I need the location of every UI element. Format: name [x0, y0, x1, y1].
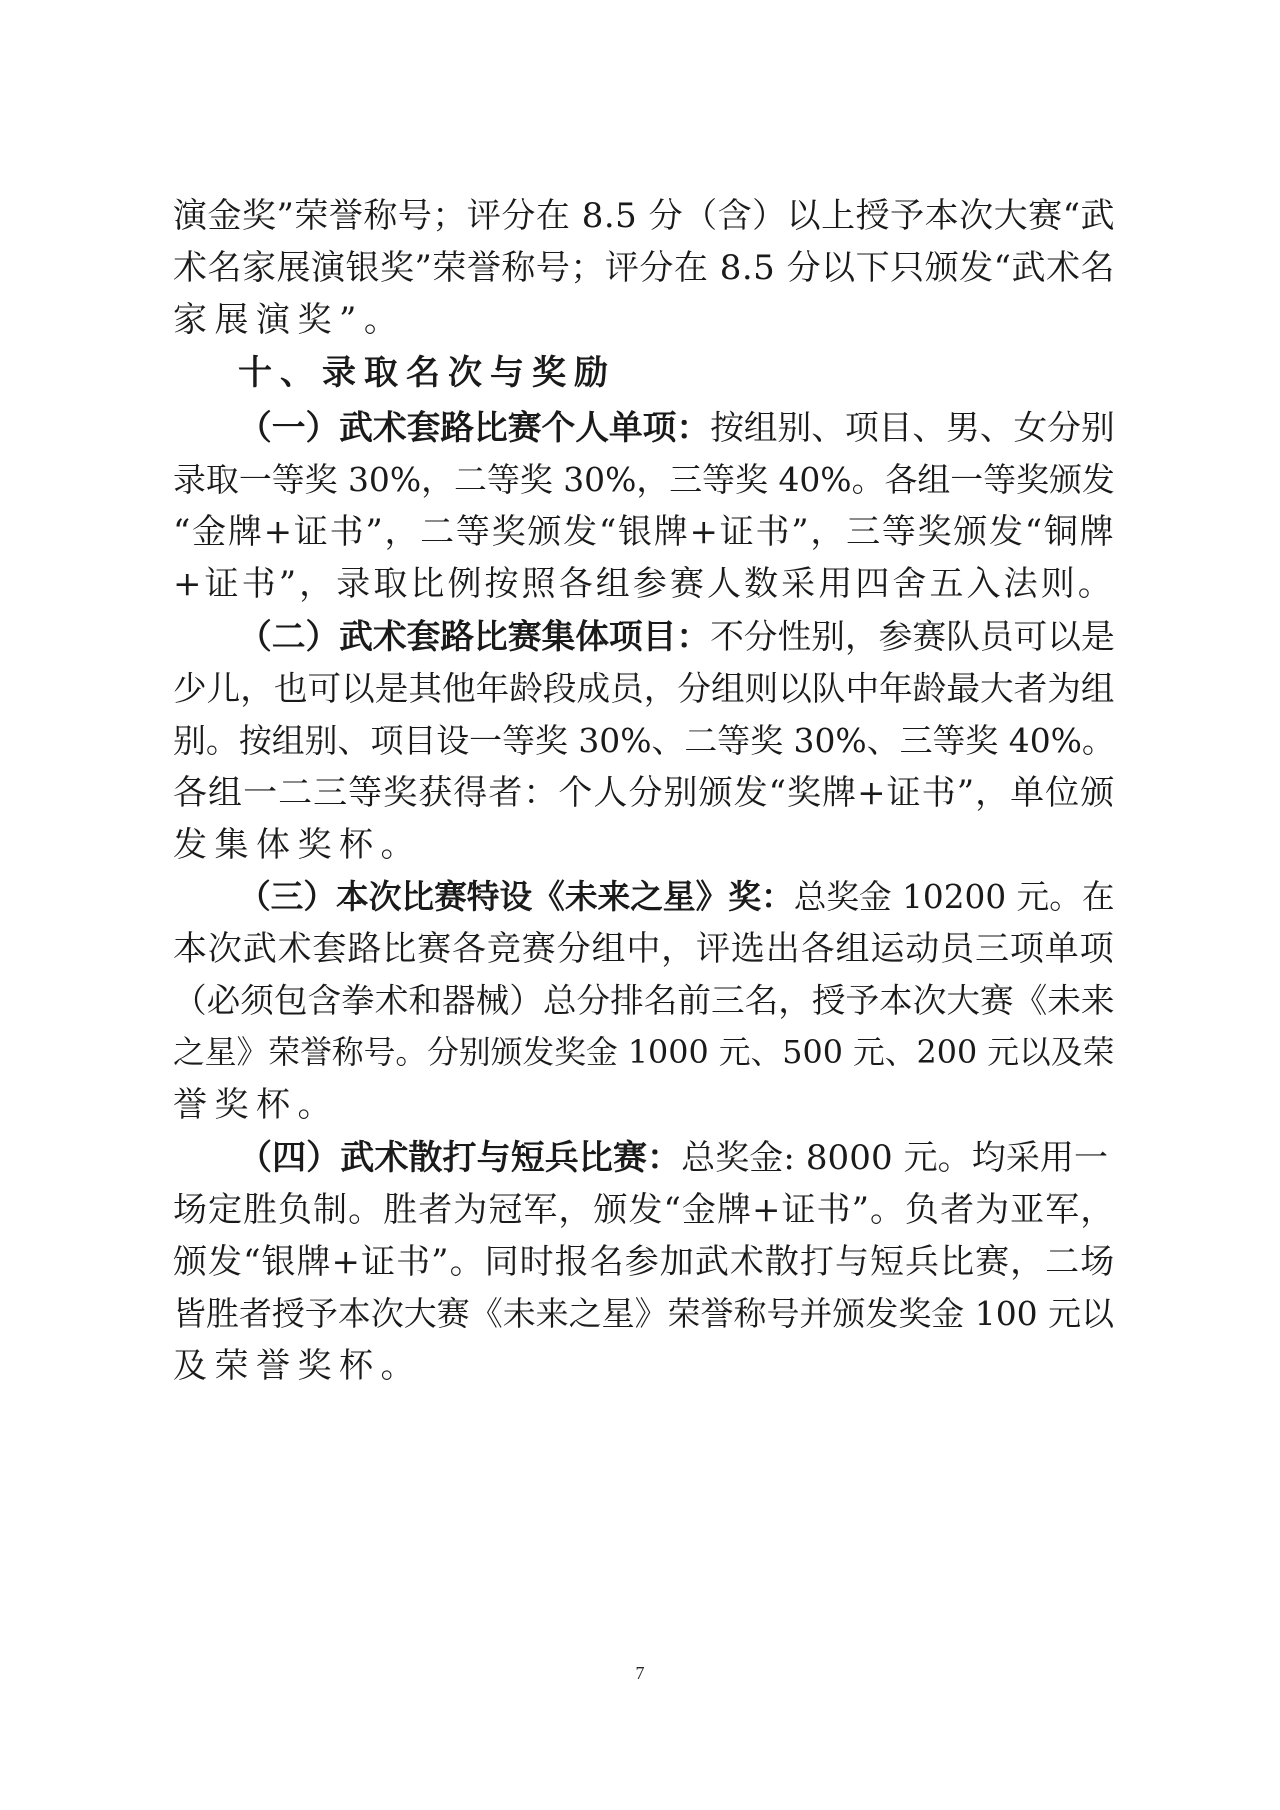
item-title: （一）武术套路比赛个人单项： [238, 408, 711, 447]
item-title: （四）武术散打与短兵比赛： [238, 1138, 682, 1178]
item-title: （三）本次比赛特设《未来之星》奖： [238, 878, 794, 916]
paragraph-line [238, 1138, 1108, 1178]
paragraph-line: +证书”，录取比例按照各组参赛人数采用四舍五入法则。 [173, 564, 1115, 604]
paragraph-line: 各组一二三等奖获得者：个人分别颁发“奖牌+证书”，单位颁 [173, 773, 1116, 813]
item-text: 总奖金: 8000 元。均采用一 [681, 1138, 1109, 1178]
paragraph-line: 发集体奖杯。 [173, 825, 422, 865]
paragraph-line: 及荣誉奖杯。 [173, 1346, 422, 1386]
paragraph-line [238, 617, 1115, 657]
paragraph-line [238, 877, 1115, 917]
item-text: 总奖金 10200 元。在 [793, 878, 1115, 916]
item-title: （二）武术套路比赛集体项目： [238, 617, 711, 656]
paragraph-line: 家展演奖”。 [173, 300, 406, 340]
paragraph-line: 之星》荣誉称号。分别颁发奖金 1000 元、500 元、200 元以及荣 [173, 1035, 1115, 1071]
paragraph-line [238, 408, 1115, 448]
paragraph-line: 皆胜者授予本次大赛《未来之星》荣誉称号并颁发奖金 100 元以 [173, 1294, 1115, 1333]
section-heading: 十、录取名次与奖励 [238, 353, 616, 393]
paragraph-line: 少儿，也可以是其他年龄段成员，分组则以队中年龄最大者为组 [173, 669, 1115, 708]
item-text: 不分性别，参赛队员可以是 [710, 617, 1115, 656]
paragraph-line: 演金奖”荣誉称号；评分在 8.5 分（含）以上授予本次大赛“武 [173, 196, 1115, 236]
paragraph-line: 场定胜负制。胜者为冠军，颁发“金牌+证书”。负者为亚军， [173, 1190, 1116, 1230]
paragraph-line: 录取一等奖 30%，二等奖 30%，三等奖 40%。各组一等奖颁发 [173, 460, 1115, 499]
paragraph-line: 颁发“银牌+证书”。同时报名参加武术散打与短兵比赛，二场 [173, 1242, 1116, 1282]
paragraph-line: “金牌+证书”，二等奖颁发“银牌+证书”，三等奖颁发“铜牌 [173, 512, 1116, 552]
paragraph-line: 别。按组别、项目设一等奖 30%、二等奖 30%、三等奖 40%。 [173, 721, 1115, 760]
paragraph-line: （必须包含拳术和器械）总分排名前三名，授予本次大赛《未来 [173, 981, 1115, 1020]
page-number: 7 [635, 1663, 645, 1683]
paragraph-line: 誉奖杯。 [173, 1085, 339, 1125]
paragraph-line: 本次武术套路比赛各竞赛分组中，评选出各组运动员三项单项 [173, 929, 1115, 969]
item-text: 按组别、项目、男、女分别 [710, 408, 1115, 447]
paragraph-line: 术名家展演银奖”荣誉称号；评分在 8.5 分以下只颁发“武术名 [173, 248, 1115, 288]
